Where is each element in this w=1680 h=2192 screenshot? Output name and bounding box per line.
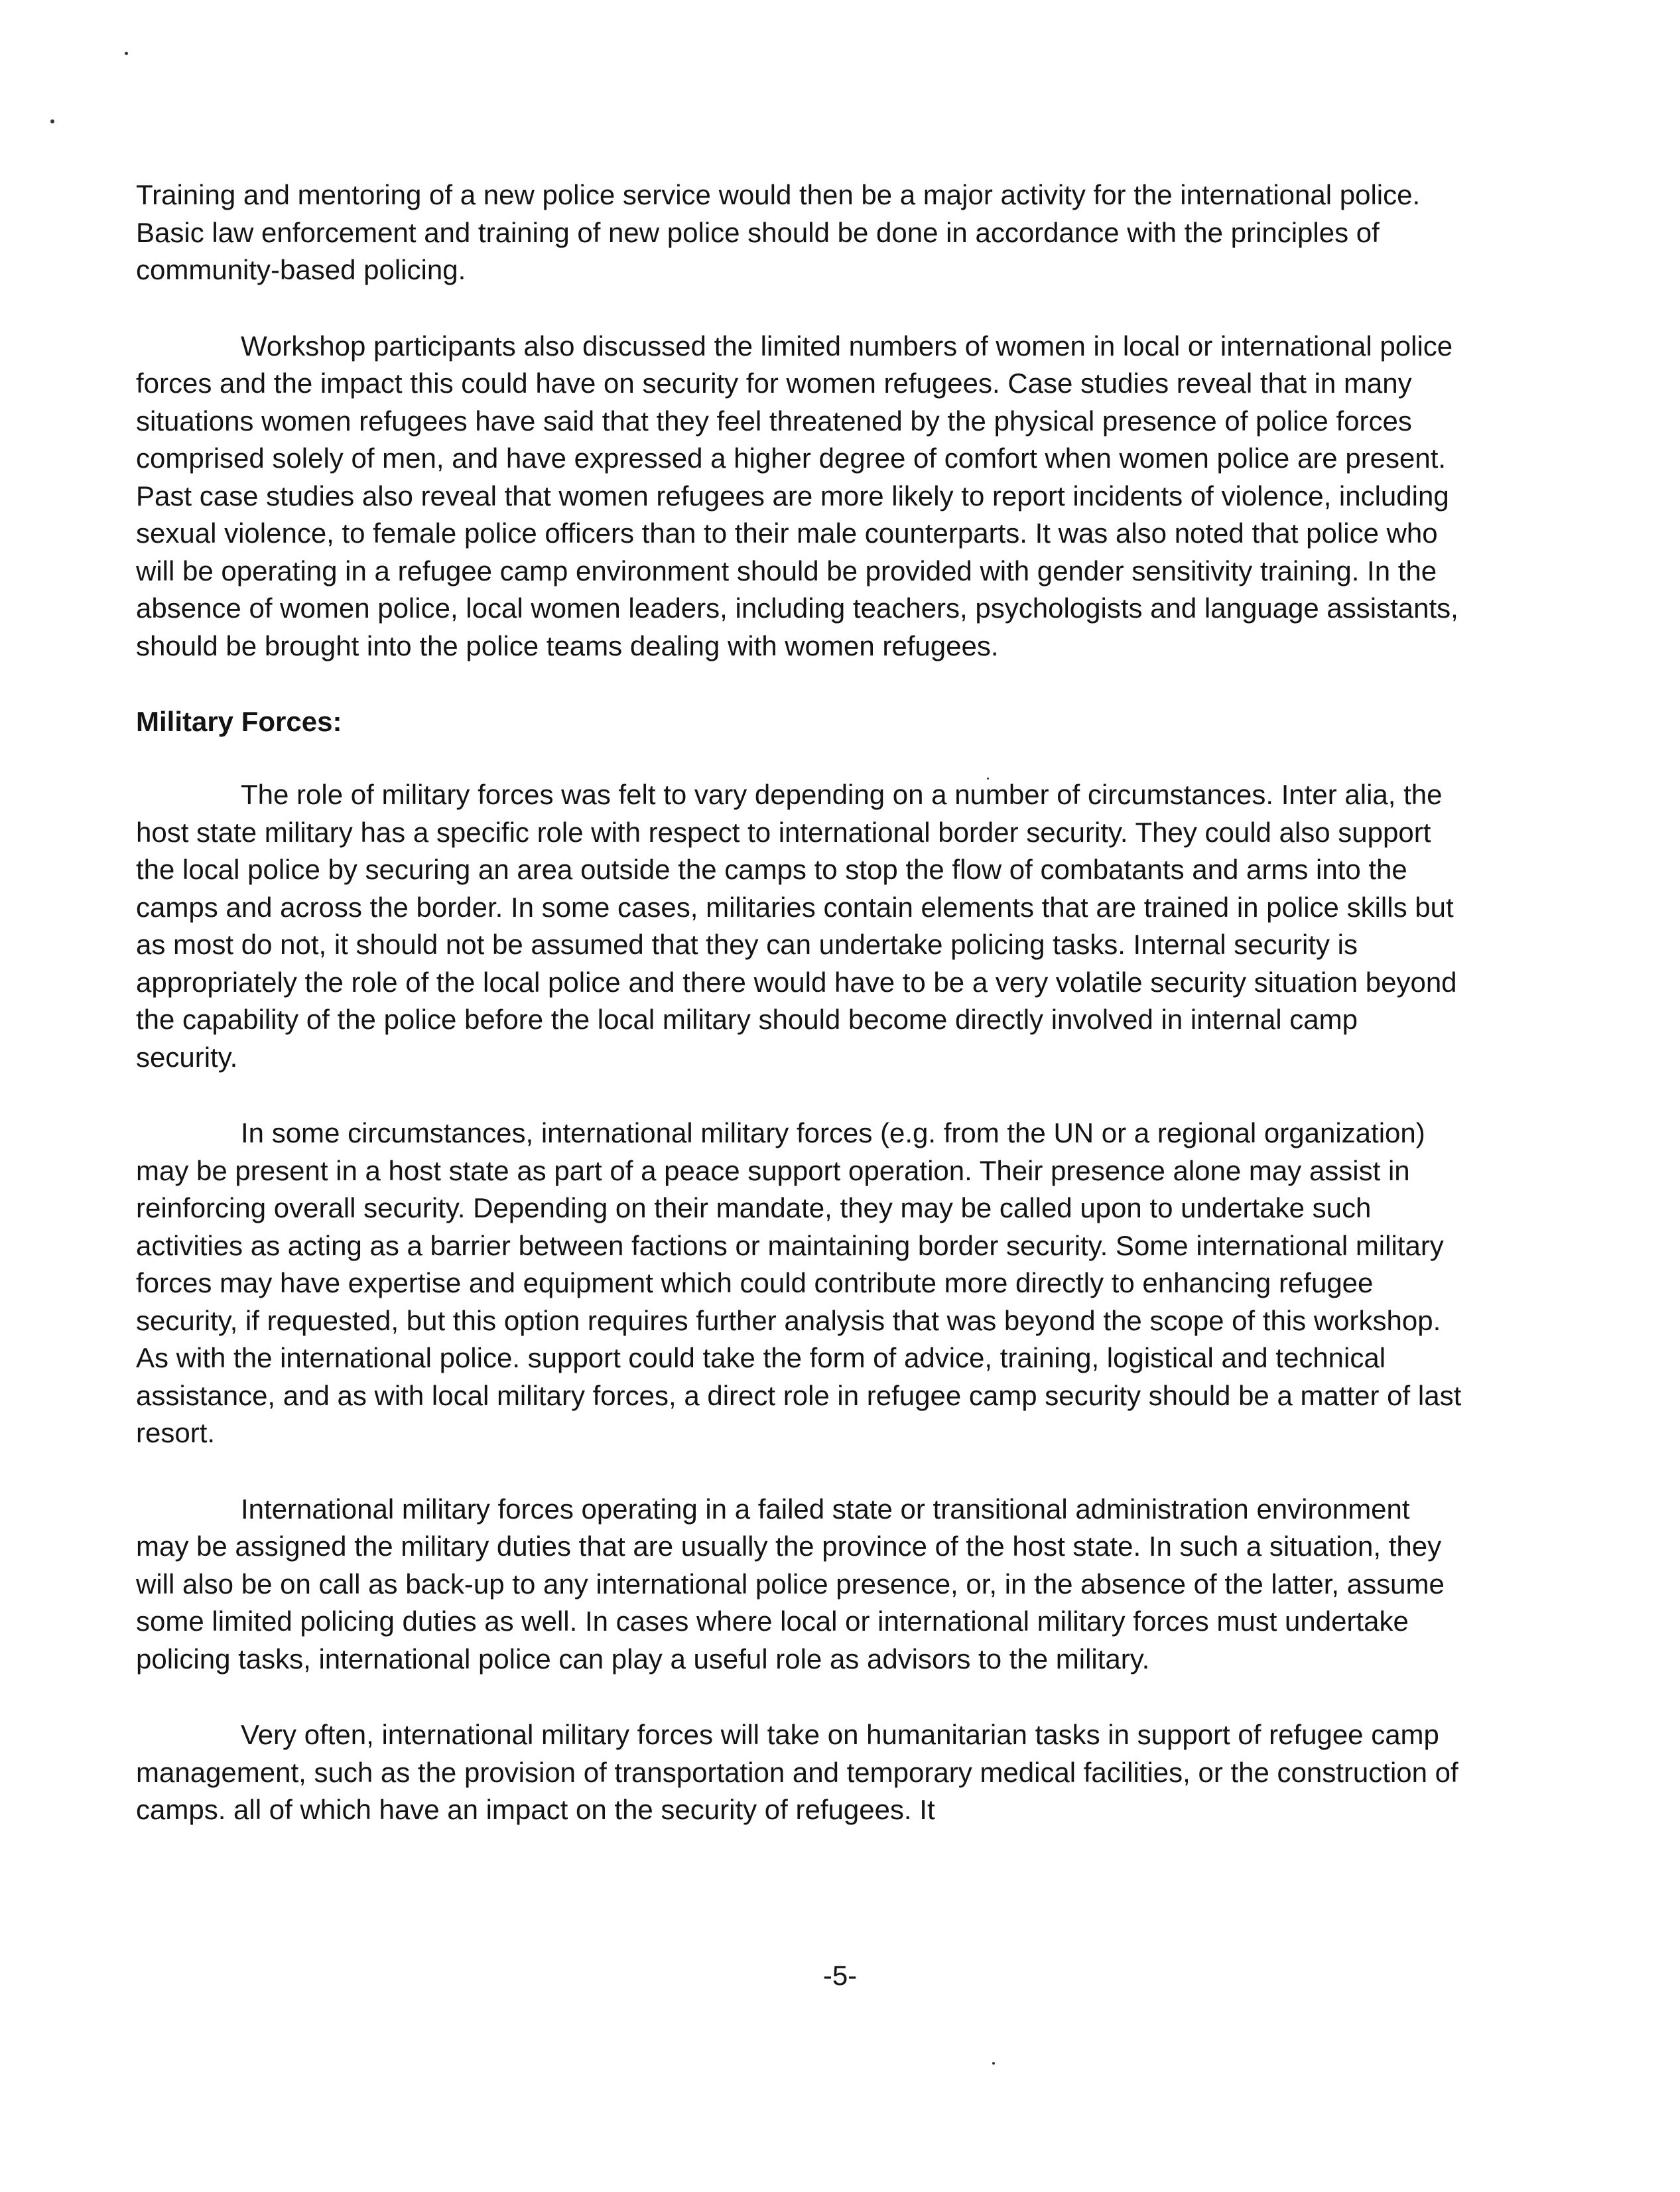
scan-speck: [992, 2062, 995, 2065]
page-number: -5-: [822, 1960, 858, 1991]
paragraph-women-police: Workshop participants also discussed the limited numbers of women in local or international police forces and the impact this could have on security for women refugees. Case studies reveal that in many situations women refugees have said that they feel threatened by the physical presence of police forces comprised solely of men, and have expressed a higher degree of comfort when women police are present. Past case studies also reveal that women refugees are more likely to report incidents of violence, including sexual violence, to female police officers than to their male counterparts. It was also noted that police who will be operating in a refugee camp environment should be provided with gender sensitivity training. In the absence of women police, local women leaders, including teachers, psychologists and language assistants, should be brought into the police teams dealing with women refugees.: [136, 330, 1458, 661]
paragraph-police-training: Training and mentoring of a new police service would then be a major activity for the international police. Basic law enforcement and training of new police should be done in accordance with the principles of community-based policing.: [136, 179, 1421, 285]
section-heading-military-forces: Military Forces:: [136, 706, 342, 737]
paragraph-international-military: In some circumstances, international military forces (e.g. from the UN or a regional organization) may be present in a host state as part of a peace support operation. Their presence alone may assist in reinforcing overall security. Depending on their mandate, they may be called upon to undertake such activities as acting as a barrier between factions or maintaining border security. Some international military forces may have expertise and equipment which could contribute more directly to enhancing refugee security, if requested, but this option requires further analysis that was beyond the scope of this workshop. As with the international police. support could take the form of advice, training, logistical and technical assistance, and as with local military forces, a direct role in refugee camp security should be a matter of last resort.: [136, 1117, 1462, 1448]
paragraph-failed-state: International military forces operating in a failed state or transitional administration environment may be assigned the military duties that are usually the province of the host state. In such a situation, they will also be on call as back-up to any international police presence, or, in the absence of the latter, assume some limited policing duties as well. In cases where local or international military forces must undertake policing tasks, international police can play a useful role as advisors to the military.: [136, 1493, 1445, 1675]
paragraph-humanitarian-tasks: Very often, international military forces will take on humanitarian tasks in support of refugee camp management, such as the provision of transportation and temporary medical facilities, or the construction of camps. all of which have an impact on the security of refugees. It: [136, 1719, 1458, 1825]
document-body: [136, 176, 1462, 1868]
paragraph-military-role: The role of military forces was felt to vary depending on a number of circumstances. Inter alia, the host state military has a specific role with respect to international border security. They could also support the local police by securing an area outside the camps to stop the flow of combatants and arms into the camps and across the border. In some cases, militaries contain elements that are trained in police skills but as most do not, it should not be assumed that they can undertake policing tasks. Internal security is appropriately the role of the local police and there would have to be a very volatile security situation beyond the capability of the police before the local military should become directly involved in internal camp security.: [136, 779, 1457, 1073]
scan-speck: [125, 52, 128, 55]
scan-speck: [50, 119, 54, 123]
